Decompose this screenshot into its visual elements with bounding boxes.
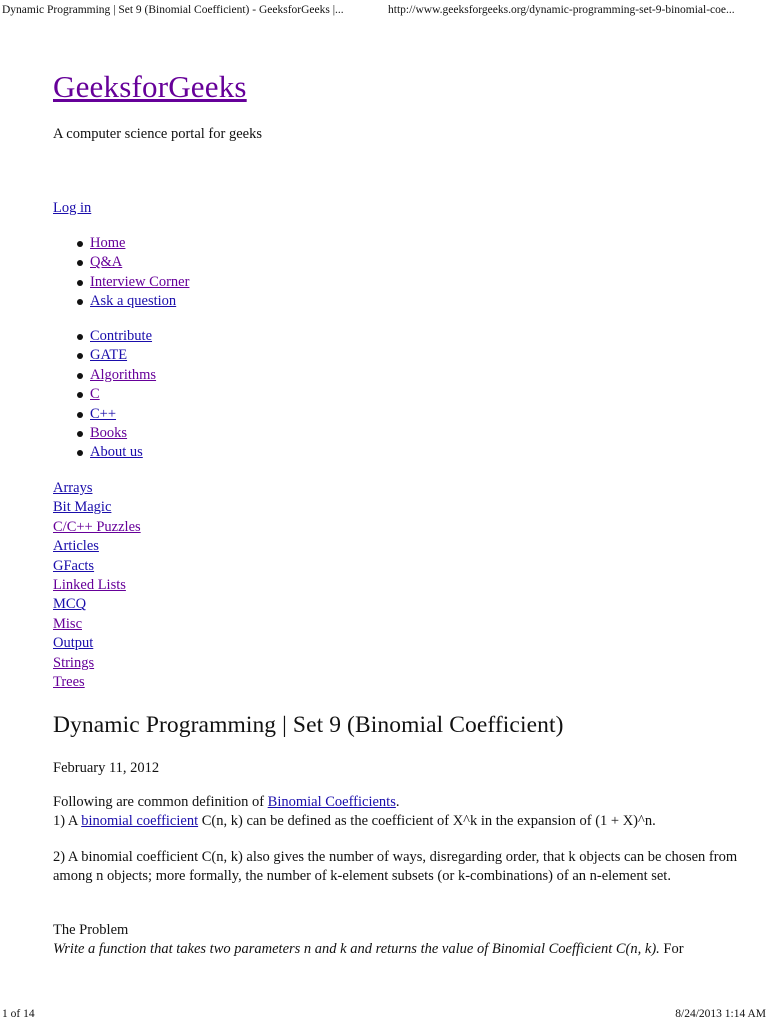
article-title: Dynamic Programming | Set 9 (Binomial Coefficient) [53,712,564,738]
nav-link-about-us[interactable]: About us [90,444,143,461]
nav-link-qa[interactable]: Q&A [90,254,123,271]
category-link-bit-magic[interactable]: Bit Magic [53,499,112,516]
category-item [53,498,141,517]
nav-item-contribute [90,327,156,346]
binomial-coefficient-link[interactable]: binomial coefficient [81,813,199,829]
intro-text: Following are common definition of [53,794,268,810]
print-header-url: http://www.geeksforgeeks.org/dynamic-programming-set-9-binomial-coe... [388,4,735,16]
category-item [53,537,141,556]
binomial-coefficients-link[interactable]: Binomial Coefficients [267,794,396,810]
nav-link-books[interactable]: Books [90,424,128,441]
nav-item-cpp [90,405,156,424]
category-link-linked-lists[interactable]: Linked Lists [53,576,126,593]
category-item [53,518,141,537]
login-area [53,200,91,217]
nav-item-c [90,385,156,404]
category-item [53,576,141,595]
category-item [53,479,141,498]
page-count: 1 of 14 [2,1008,35,1020]
problem-trailing-text: For [659,941,684,957]
category-link-puzzles[interactable]: C/C++ Puzzles [53,518,141,535]
nav-item-about-us [90,443,156,462]
definition-1-text: C(n, k) can be defined as the coefficient of X^k in the expansion of (1 + X)^n. [198,813,656,829]
nav-item-books [90,424,156,443]
primary-nav [53,234,189,312]
site-tagline: A computer science portal for geeks [53,126,262,142]
category-link-arrays[interactable]: Arrays [53,480,93,496]
problem-statement [53,940,743,959]
definition-2: 2) A binomial coefficient C(n, k) also gives the number of ways, disregarding order, that k objects can be chosen from among n objects; more formally, the number of k-element subsets (or k-combinations) of an n-element set. [53,849,738,884]
nav-link-gate[interactable]: GATE [90,347,128,364]
definition-1-prefix: 1) A [53,813,82,829]
nav-link-contribute[interactable]: Contribute [90,328,153,344]
category-item [53,615,141,634]
nav-link-algorithms[interactable]: Algorithms [90,366,157,383]
intro-suffix: . [395,794,400,810]
definition-1 [53,812,743,831]
site-title [53,67,247,107]
category-link-misc[interactable]: Misc [53,615,82,632]
problem-text: Write a function that takes two parameters n and k and returns the value of Binomial Coefficient C(n, k). [53,941,660,957]
nav-item-qa [90,253,189,272]
secondary-nav [53,327,156,463]
print-footer [0,1008,768,1024]
print-timestamp: 8/24/2013 1:14 AM [675,1008,766,1020]
print-header [0,4,768,20]
article-date: February 11, 2012 [53,760,160,776]
category-item [53,654,141,673]
site-title-link[interactable]: GeeksforGeeks [53,69,247,104]
nav-link-ask-question[interactable]: Ask a question [90,293,177,310]
login-link[interactable]: Log in [53,200,92,216]
category-link-mcq[interactable]: MCQ [53,596,87,613]
category-link-trees[interactable]: Trees [53,673,85,690]
nav-link-interview-corner[interactable]: Interview Corner [90,273,190,290]
nav-item-interview-corner [90,273,189,292]
nav-link-home[interactable]: Home [90,235,126,251]
category-link-strings[interactable]: Strings [53,654,95,671]
category-link-gfacts[interactable]: GFacts [53,557,95,574]
category-item [53,673,141,692]
nav-item-ask-question [90,292,189,311]
category-link-articles[interactable]: Articles [53,538,99,555]
problem-heading: The Problem [53,922,129,938]
nav-item-gate [90,346,156,365]
nav-link-cpp[interactable]: C++ [90,405,117,422]
category-link-output[interactable]: Output [53,635,94,652]
nav-item-algorithms [90,366,156,385]
category-item [53,595,141,614]
nav-link-c[interactable]: C [90,386,100,403]
nav-item-home [90,234,189,253]
category-item [53,634,141,653]
article-intro [53,793,743,812]
category-list [53,479,141,692]
category-item [53,557,141,576]
print-header-title: Dynamic Programming | Set 9 (Binomial Coefficient) - GeeksforGeeks |... [2,4,344,16]
